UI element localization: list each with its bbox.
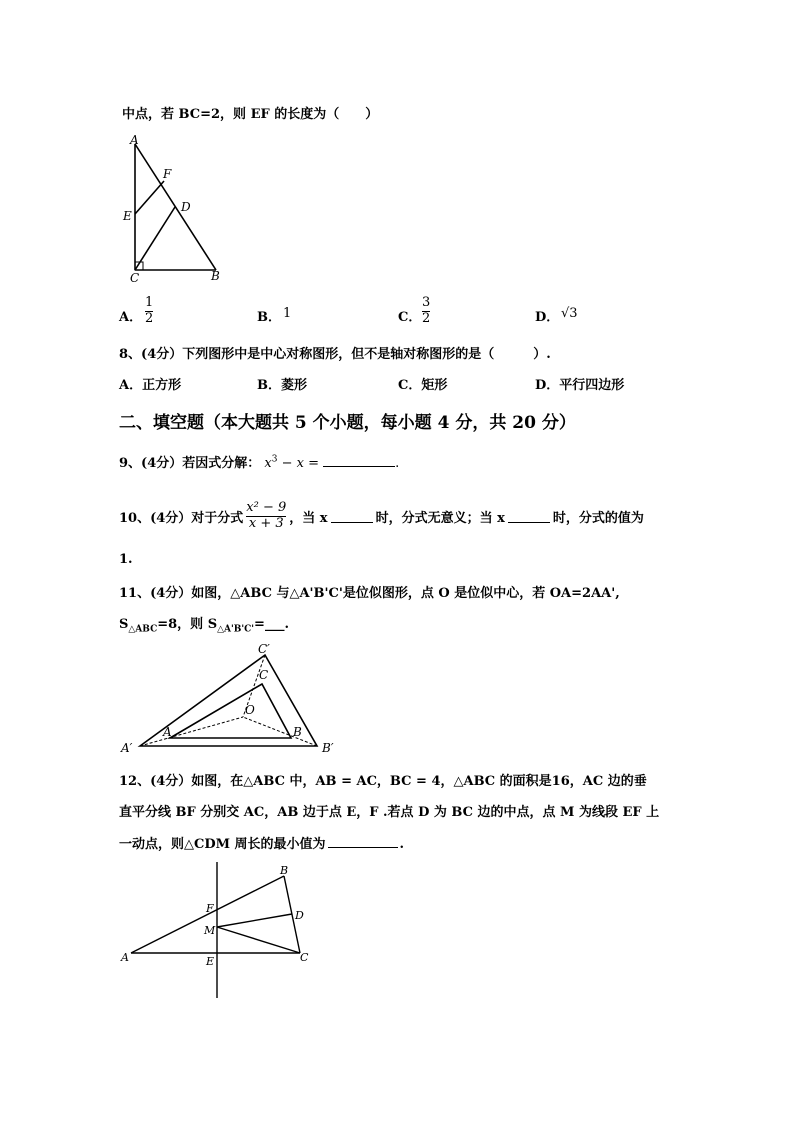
q9-line [119, 452, 399, 471]
q7-option-c-fraction [422, 296, 430, 327]
q9-answer-blank[interactable] [323, 453, 395, 467]
q7-option-d-label: D． [535, 310, 560, 325]
q9-suffix: . [395, 456, 400, 471]
q10-mid1: ，当 x [289, 510, 328, 526]
q7-option-a-label: A． [119, 310, 143, 325]
q7-figure [118, 132, 233, 287]
q8-option-b: B．菱形 [257, 378, 307, 393]
q12-line2: 直平分线 BF 分别交 AC，AB 边于点 E，F .若点 D 为 BC 边的中点，点 M 为线段 EF 上 [119, 805, 660, 820]
q10-numerator: x² − 9 [246, 499, 287, 515]
q10-prefix: 10、(4分）对于分式 [119, 510, 244, 526]
q12-figure [115, 862, 325, 1002]
q11-sub1: △ABC [128, 624, 158, 635]
q11-label-O: O [245, 703, 255, 717]
q12-label-B: B [280, 864, 289, 877]
q12-answer-blank[interactable] [328, 834, 398, 848]
q11-label-A1: A′ [121, 741, 133, 755]
q11-end: =___. [254, 617, 289, 632]
q7-option-c-den: 2 [422, 310, 431, 326]
section-heading: 二、填空题（本大题共 5 个小题，每小题 4 分，共 20 分） [119, 413, 576, 433]
q8-stem: 8、(4分）下列图形中是中心对称图形，但不是轴对称图形的是（ ）. [119, 347, 551, 362]
q8-option-a: A．正方形 [119, 378, 182, 393]
q7-option-c-num: 3 [422, 295, 431, 310]
q7-option-a-den: 2 [145, 310, 154, 326]
q7-label-A: A [130, 133, 139, 147]
q10-fraction [246, 501, 286, 532]
q11-label-B: B [293, 725, 302, 739]
q12-label-A: A [121, 951, 129, 964]
q12-label-E: E [206, 955, 215, 968]
q7-option-b-value: 1 [283, 306, 292, 321]
q11-line1: 11、(4分）如图，△ABC 与△A'B'C'是位似图形，点 O 是位似中心，若 OA=2AA', [119, 586, 620, 601]
q9-prefix: 9、(4分）若因式分解： [119, 456, 261, 471]
q7-label-C: C [130, 271, 140, 285]
q7-option-a-num: 1 [145, 295, 154, 310]
q12-line1: 12、(4分）如图，在△ABC 中，AB = AC，BC = 4，△ABC 的面积是16，AC 边的垂 [119, 774, 647, 789]
q12-label-F: F [206, 902, 214, 915]
q10-mid3: 时，分式的值为 [552, 510, 644, 526]
q11-label-A: A [163, 725, 172, 739]
q11-figure [118, 640, 348, 755]
q7-label-B: B [211, 269, 220, 283]
q12-line3-suffix: . [399, 837, 405, 852]
q7-option-d-value: √3 [561, 306, 578, 321]
q11-s1: S [119, 617, 129, 632]
q12-label-D: D [295, 909, 304, 922]
q11-line2 [119, 613, 289, 635]
q10-line [119, 494, 644, 538]
q7-option-b-label: B． [257, 310, 281, 325]
q8-option-d: D．平行四边形 [535, 378, 625, 393]
q8-option-c: C．矩形 [398, 378, 448, 393]
q7-label-E: E [123, 209, 132, 223]
q7-stem: 中点，若 BC=2，则 EF 的长度为（ ） [122, 107, 379, 122]
q9-expr-x: x [264, 456, 272, 471]
q7-option-a-fraction [145, 296, 153, 327]
q10-mid2: 时，分式无意义；当 x [375, 510, 505, 526]
q11-sub2: △A'B'C' [217, 624, 255, 635]
q9-expr-rest: − x = [277, 456, 319, 471]
q12-label-C: C [300, 951, 309, 964]
q7-option-c-label: C． [398, 310, 422, 325]
q11-label-B1: B′ [322, 741, 334, 755]
q12-line3-prefix: 一动点，则△CDM 周长的最小值为 [119, 837, 326, 852]
q10-line2: 1. [119, 552, 133, 567]
q9-expr-exp: 3 [271, 454, 278, 465]
q12-line3 [119, 833, 404, 852]
q10-denominator: x + 3 [246, 516, 286, 532]
q7-label-D: D [181, 200, 191, 214]
q11-mid: =8，则 S [157, 617, 218, 632]
q7-label-F: F [163, 167, 172, 181]
q11-label-C1: C′ [258, 642, 270, 656]
q10-blank-2[interactable] [508, 509, 550, 523]
q11-label-C: C [259, 668, 269, 682]
q12-label-M: M [204, 924, 216, 937]
q10-blank-1[interactable] [331, 509, 373, 523]
